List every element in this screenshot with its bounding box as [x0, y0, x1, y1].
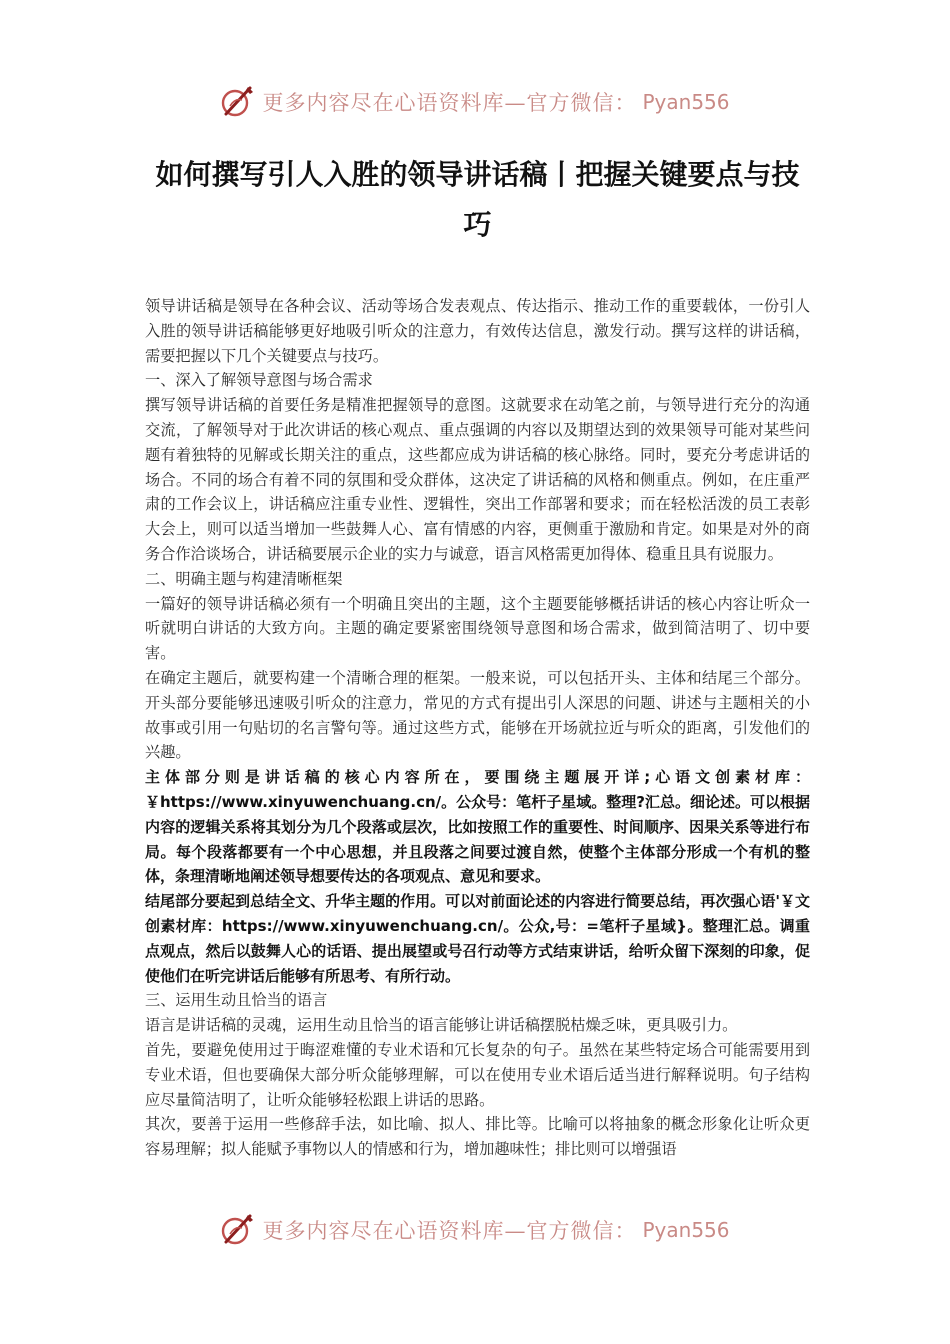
banner-text: 更多内容尽在心语资料库—官方微信： — [262, 1219, 637, 1243]
page-title: 如何撰写引人入胜的领导讲话稿丨把握关键要点与技巧 — [155, 158, 800, 241]
paragraph-bold: 结尾部分要起到总结全文、升华主题的作用。可以对前面论述的内容进行简要总结，再次强心语'￥文创素材库：https://www.xinyuwenchuang.cn/。公众,号：=笔杆子星域}。整理汇总。调重点观点，然后以鼓舞人心的话语、提出展望或号召行动等方式结束讲话，给听众留下深刻的印象，促使他们在听完讲话后能够有所思考、有所行动。 — [145, 892, 810, 985]
paragraph: 其次，要善于运用一些修辞手法，如比喻、拟人、排比等。比喻可以将抽象的概念形象化让听众更容易理解；拟人能赋予事物以人的情感和行为，增加趣味性；排比则可以增强语 — [145, 1115, 810, 1159]
banner-text: 更多内容尽在心语资料库—官方微信： — [262, 91, 637, 115]
banner-wechat-id: Pyan556 — [642, 1218, 730, 1242]
header-watermark-banner — [0, 80, 950, 124]
article-body — [145, 294, 810, 1162]
paragraph: 在确定主题后，就要构建一个清晰合理的框架。一般来说，可以包括开头、主体和结尾三个部分。开头部分要能够迅速吸引听众的注意力，常见的方式有提出引人深思的问题、讲述与主题相关的小故事或引用一句贴切的名言警句等。通过这些方式，能够在开场就拉近与听众的距离，引发他们的兴趣。 — [145, 668, 810, 762]
paragraph: 首先，要避免使用过于晦涩难懂的专业术语和冗长复杂的句子。虽然在某些特定场合可能需要用到专业术语，但也要确保大部分听众能够理解，可以在使用专业术语后适当进行解释说明。句子结构应尽量简洁明了，让听众能够轻松跟上讲话的思路。 — [145, 1040, 810, 1109]
section-heading-2: 二、明确主题与构建清晰框架 — [145, 569, 343, 588]
paragraph-intro: 领导讲话稿是领导在各种会议、活动等场合发表观点、传达指示、推动工作的重要载体，一份引人入胜的领导讲话稿能够更好地吸引听众的注意力，有效传达信息，激发行动。撰写这样的讲话稿，需要把握以下几个关键要点与技巧。 — [145, 297, 810, 365]
paragraph: 一篇好的领导讲话稿必须有一个明确且突出的主题，这个主题要能够概括讲话的核心内容让听众一听就明白讲话的大致方向。主题的确定要紧密围绕领导意图和场合需求，做到简洁明了、切中要害。 — [145, 594, 810, 663]
banner-wechat-id: Pyan556 — [642, 90, 730, 114]
section-heading-3: 三、运用生动且恰当的语言 — [145, 991, 328, 1010]
paragraph-bold: 主体部分则是讲话稿的核心内容所在，要围绕主题展开详;心语文创素材库：￥https://www.xinyuwenchuang.cn/。公众号：笔杆子星域。整理?汇总。细论述。可以根据内容的逻辑关系将其划分为几个段落或层次，比如按照工作的重要性、时间顺序、因果关系等进行布局。每个段落都要有一个中心思想，并且段落之间要过渡自然，使整个主体部分形成一个有机的整体，条理清晰地阐述领导想要传达的各项观点、意见和要求。 — [145, 768, 810, 886]
pen-logo-icon — [220, 84, 256, 120]
section-heading-1: 一、深入了解领导意图与场合需求 — [145, 371, 373, 390]
paragraph: 语言是讲话稿的灵魂，运用生动且恰当的语言能够让讲话稿摆脱枯燥乏味，更具吸引力。 — [145, 1016, 738, 1035]
pen-logo-icon — [220, 1212, 256, 1248]
paragraph: 撰写领导讲话稿的首要任务是精准把握领导的意图。这就要求在动笔之前，与领导进行充分的沟通交流，了解领导对于此次讲话的核心观点、重点强调的内容以及期望达到的效果领导可能对某些问题有着独特的见解或长期关注的重点，这些都应成为讲话稿的核心脉络。同时，要充分考虑讲话的场合。不同的场合有着不同的氛围和受众群体，这决定了讲话稿的风格和侧重点。例如，在庄重严肃的工作会议上，讲话稿应注重专业性、逻辑性，突出工作部署和要求；而在轻松活泼的员工表彰大会上，则可以适当增加一些鼓舞人心、富有情感的内容，更侧重于激励和肯定。如果是对外的商务合作洽谈场合，讲话稿要展示企业的实力与诚意，语言风格需更加得体、稳重且具有说服力。 — [145, 396, 810, 563]
footer-watermark-banner — [0, 1208, 950, 1252]
